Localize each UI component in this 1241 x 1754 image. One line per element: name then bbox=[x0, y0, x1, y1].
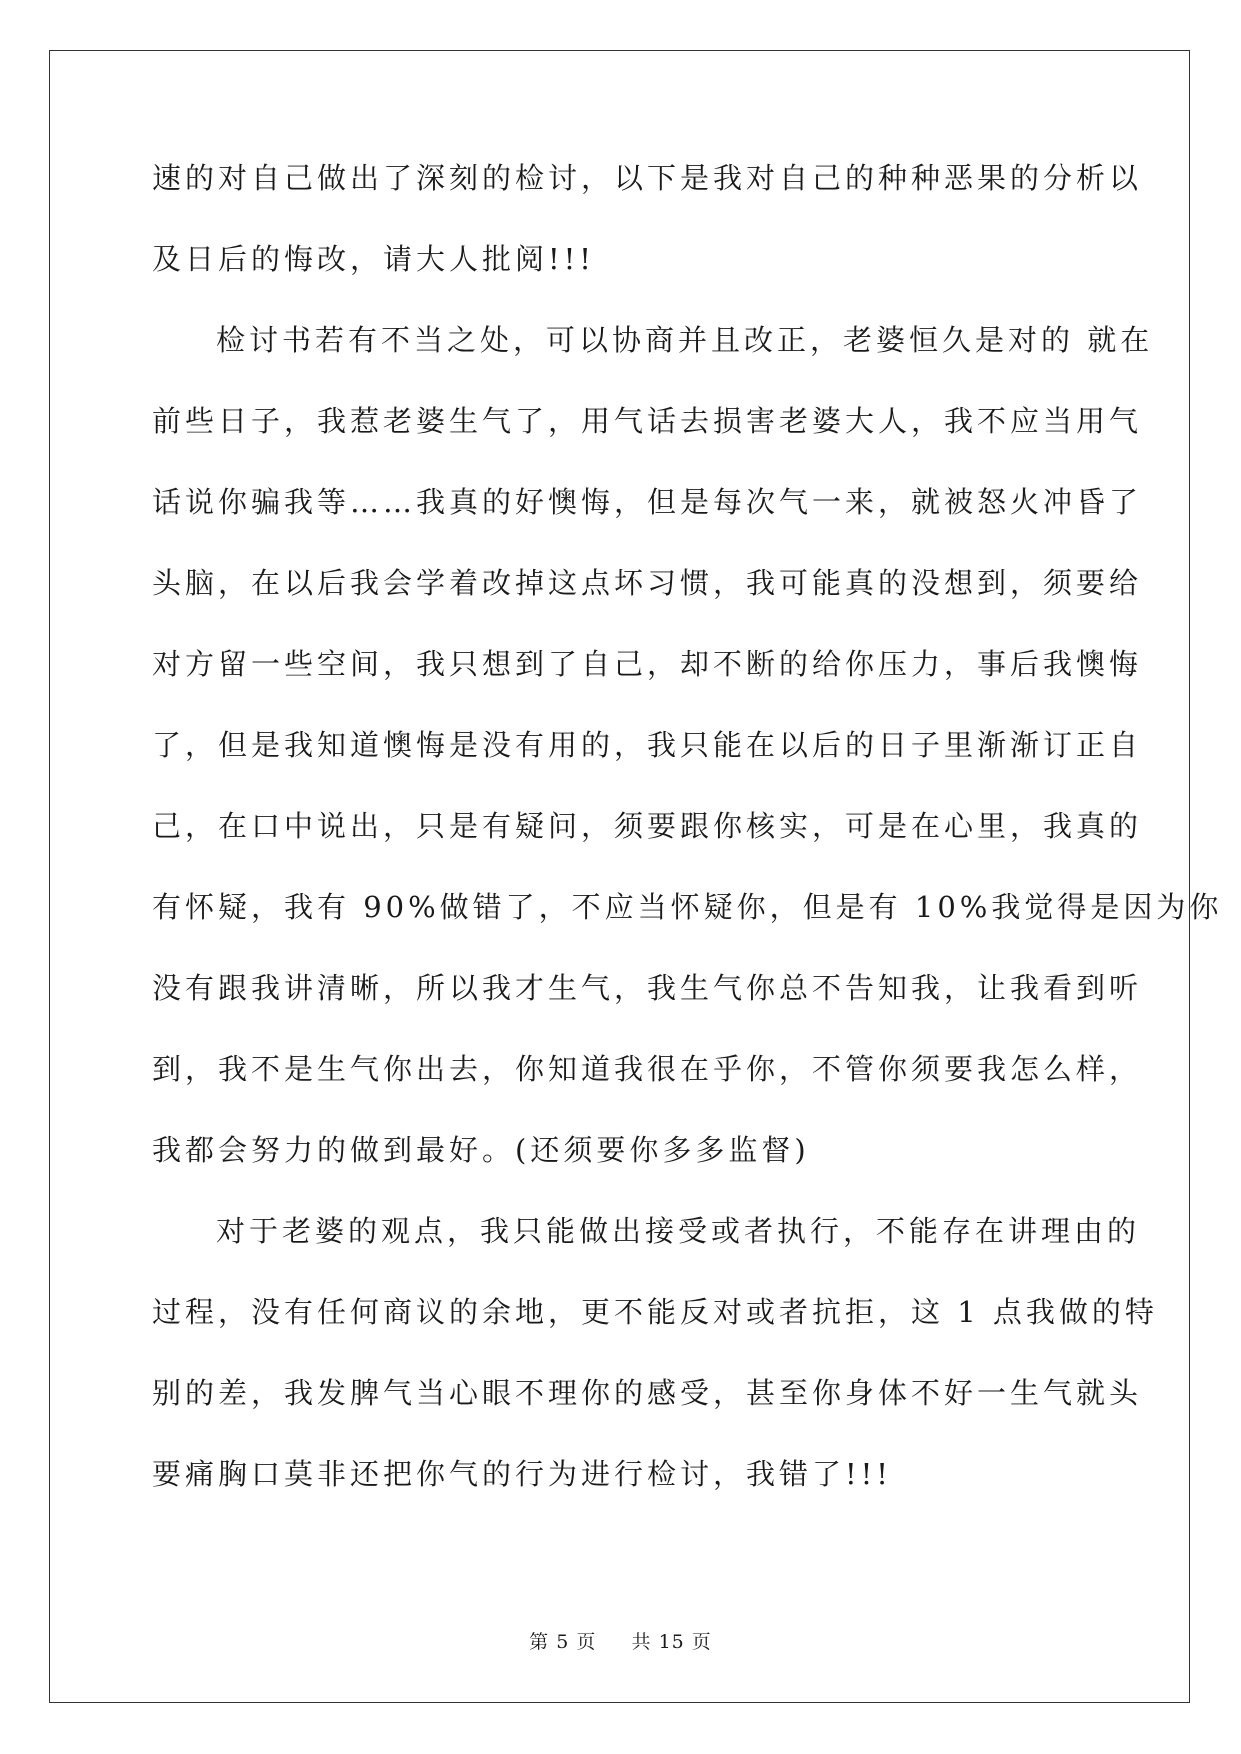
text-line: 了，但是我知道懊悔是没有用的，我只能在以后的日子里渐渐订正自 bbox=[152, 728, 1143, 762]
text-line: 检讨书若有不当之处，可以协商并且改正，老婆恒久是对的 就在 bbox=[216, 323, 1154, 357]
page-footer bbox=[0, 1627, 1241, 1654]
text-line: 没有跟我讲清晰，所以我才生气，我生气你总不告知我，让我看到听 bbox=[152, 971, 1143, 1005]
text-line: 有怀疑，我有 90%做错了，不应当怀疑你，但是有 10%我觉得是因为你 bbox=[152, 890, 1223, 924]
text-line: 速的对自己做出了深刻的检讨，以下是我对自己的种种恶果的分析以 bbox=[152, 161, 1143, 195]
document-body bbox=[152, 158, 1223, 1535]
text-line: 对于老婆的观点，我只能做出接受或者执行，不能存在讲理由的 bbox=[216, 1214, 1141, 1248]
text-line: 别的差，我发脾气当心眼不理你的感受，甚至你身体不好一生气就头 bbox=[152, 1376, 1143, 1410]
text-line: 对方留一些空间，我只想到了自己，却不断的给你压力，事后我懊悔 bbox=[152, 647, 1143, 681]
page-number: 第 5 页 bbox=[529, 1631, 597, 1653]
text-line: 前些日子，我惹老婆生气了，用气话去损害老婆大人，我不应当用气 bbox=[152, 404, 1143, 438]
text-line: 头脑，在以后我会学着改掉这点坏习惯，我可能真的没想到，须要给 bbox=[152, 566, 1143, 600]
text-line: 及日后的悔改，请大人批阅!!! bbox=[152, 242, 595, 276]
text-line: 己，在口中说出，只是有疑问，须要跟你核实，可是在心里，我真的 bbox=[152, 809, 1143, 843]
text-line: 要痛胸口莫非还把你气的行为进行检讨，我错了!!! bbox=[152, 1457, 892, 1491]
total-pages: 共 15 页 bbox=[631, 1631, 712, 1653]
text-line: 话说你骗我等……我真的好懊悔，但是每次气一来，就被怒火冲昏了 bbox=[152, 485, 1143, 519]
text-line: 过程，没有任何商议的余地，更不能反对或者抗拒，这 1 点我做的特 bbox=[152, 1295, 1158, 1329]
text-line: 到，我不是生气你出去，你知道我很在乎你，不管你须要我怎么样， bbox=[152, 1052, 1143, 1086]
text-line: 我都会努力的做到最好。(还须要你多多监督) bbox=[152, 1133, 810, 1167]
